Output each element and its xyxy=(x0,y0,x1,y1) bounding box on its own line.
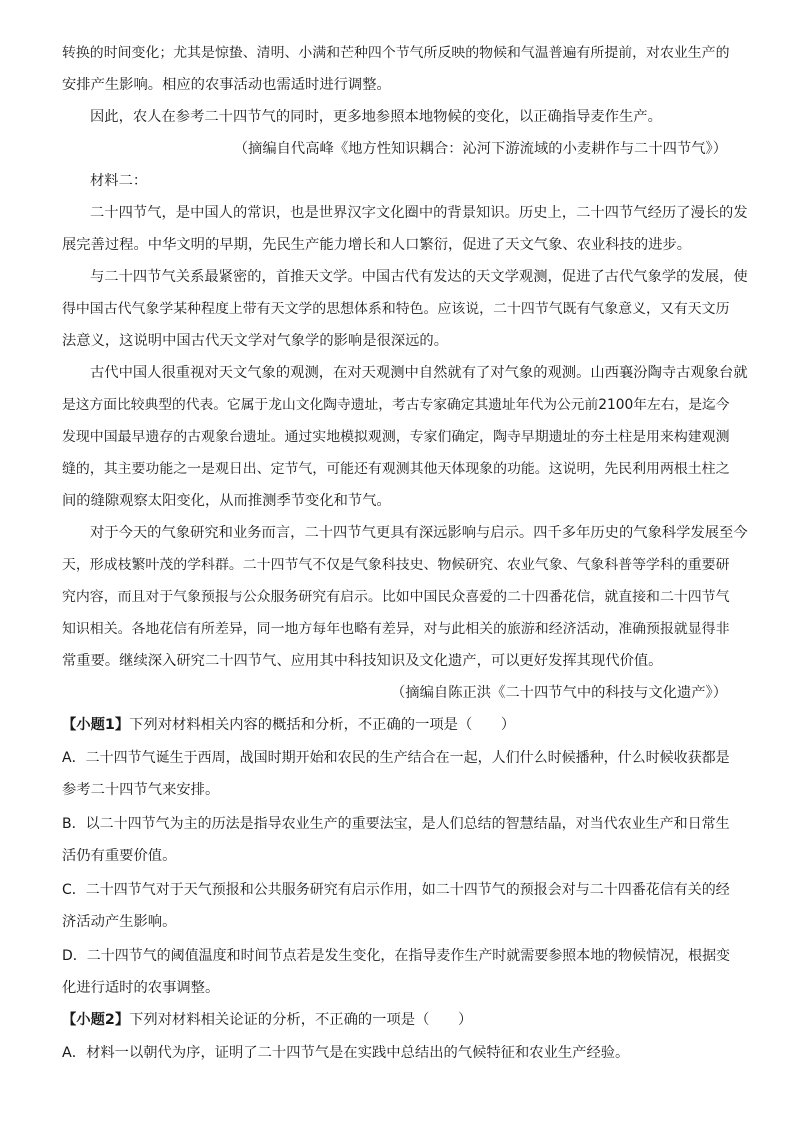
paragraph-line: 安排产生影响。相应的农事活动也需适时进行调整。 xyxy=(62,77,391,93)
option-d-line: 化进行适时的农事调整。 xyxy=(62,980,220,996)
paragraph-line: 因此，农人在参考二十四节气的同时，更多地参照本地物候的变化，以正确指导麦作生产。 xyxy=(90,109,662,125)
question-2-text: 下列对材料相关论证的分析，不正确的一项是（ ） xyxy=(129,1012,473,1028)
paragraph-line: 法意义，这说明中国古代天文学对气象学的影响是很深远的。 xyxy=(62,333,449,349)
option-b-line: B．以二十四节气为主的历法是指导农业生产的重要法宝，是人们总结的智慧结晶，对当代农业生产和日常生 xyxy=(62,816,730,832)
paragraph-line: 转换的时间变化；尤其是惊蛰、清明、小满和芒种四个节气所反映的物候和气温普遍有所提前，对农业生产的 xyxy=(62,45,730,61)
question-1 xyxy=(62,716,515,734)
paragraph-line: 展完善过程。中华文明的早期，先民生产能力增长和人口繁衍，促进了天文气象、农业科技的进步。 xyxy=(62,237,692,253)
paragraph-line: 得中国古代气象学某种程度上带有天文学的思想体系和特色。应该说，二十四节气既有气象意义，又有天文历 xyxy=(62,301,730,317)
option-b-line: 活仍有重要价值。 xyxy=(62,848,177,864)
option-c-line: C．二十四节气对于天气预报和公共服务研究有启示作用，如二十四节气的预报会对与二十四番花信有关的经 xyxy=(62,882,730,898)
source-citation: （摘编自代高峰《地方性知识耦合：沁河下游流域的小麦耕作与二十四节气》） xyxy=(233,141,727,157)
paragraph-line: 间的缝隙观察太阳变化，从而推测季节变化和节气。 xyxy=(62,493,391,509)
paragraph-line: 缝的，其主要功能之一是观日出、定节气，可能还有观测其他天体现象的功能。这说明，先民利用两根土柱之 xyxy=(62,461,730,477)
question-2 xyxy=(62,1011,472,1029)
paragraph-line: 对于今天的气象研究和业务而言，二十四节气更具有深远影响与启示。四千多年历史的气象科学发展至今 xyxy=(90,525,748,541)
paragraph-line: 天，形成枝繁叶茂的学科群。二十四节气不仅是气象科技史、物候研究、农业气象、气象科普等学科的重要研 xyxy=(62,557,730,573)
paragraph-line: 古代中国人很重视对天文气象的观测，在对天观测中自然就有了对气象的观测。山西襄汾陶寺古观象台就 xyxy=(90,365,748,381)
paragraph-line: 常重要。继续深入研究二十四节气、应用其中科技知识及文化遗产，可以更好发挥其现代价值。 xyxy=(62,653,663,669)
option-a-line: A．二十四节气诞生于西周，战国时期开始和农民的生产结合在一起，人们什么时候播种，什么时候收获都是 xyxy=(62,750,730,766)
paragraph-line: 发现中国最早遗存的古观象台遗址。通过实地模拟观测，专家们确定，陶寺早期遗址的夯土柱是用来构建观测 xyxy=(62,429,730,445)
question-1-text: 下列对材料相关内容的概括和分析，不正确的一项是（ ） xyxy=(129,717,516,733)
section-heading: 材料二： xyxy=(90,173,148,189)
paragraph-line: 究内容，而且对于气象预报与公众服务研究有启示。比如中国民众喜爱的二十四番花信，就直接和二十四节气 xyxy=(62,589,730,605)
option-a-line: 参考二十四节气来安排。 xyxy=(62,782,220,798)
paragraph-line: 二十四节气，是中国人的常识，也是世界汉字文化圈中的背景知识。历史上，二十四节气经历了漫长的发 xyxy=(90,205,748,221)
option-d-line: D．二十四节气的阈值温度和时间节点若是发生变化，在指导麦作生产时就需要参照本地的物候情况，根据变 xyxy=(62,948,731,964)
option-a-line: A．材料一以朝代为序，证明了二十四节气是在实践中总结出的气候特征和农业生产经验。 xyxy=(62,1045,630,1061)
option-c-line: 济活动产生影响。 xyxy=(62,914,177,930)
paragraph-line: 知识相关。各地花信有所差异，同一地方每年也略有差异，对与此相关的旅游和经济活动，准确预报就显得非 xyxy=(62,621,730,637)
question-2-tag: 【小题2】 xyxy=(62,1012,130,1028)
source-citation: （摘编自陈正洪《二十四节气中的科技与文化遗产》） xyxy=(391,685,727,701)
paragraph-line: 是这方面比较典型的代表。它属于龙山文化陶寺遗址，考古专家确定其遗址年代为公元前2100年左右，是迄今 xyxy=(62,397,730,413)
question-1-tag: 【小题1】 xyxy=(62,717,130,733)
paragraph-line: 与二十四节气关系最紧密的，首推天文学。中国古代有发达的天文学观测，促进了古代气象学的发展，使 xyxy=(90,269,748,285)
